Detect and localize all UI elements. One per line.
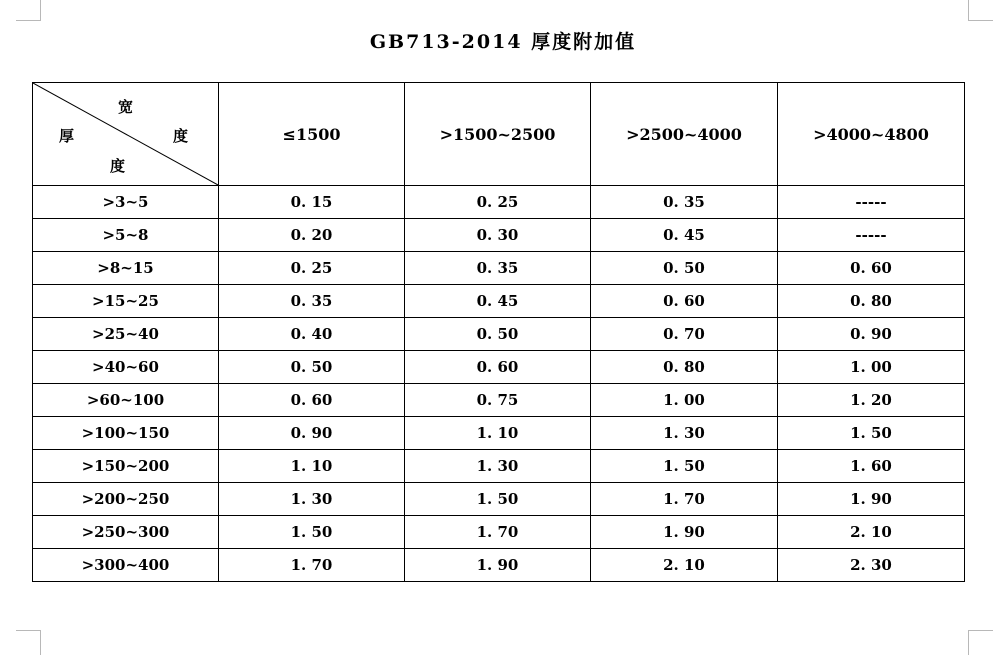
table-cell: 1. 90 [778, 483, 965, 516]
diagonal-header-cell [33, 83, 219, 186]
table-row [33, 252, 965, 285]
table-row [33, 450, 965, 483]
page-corner-mark-top-left [16, 0, 41, 21]
table-cell: 0. 60 [778, 252, 965, 285]
table-row [33, 186, 965, 219]
row-label: >250~300 [33, 516, 219, 549]
table-cell: 0. 35 [219, 285, 405, 318]
table-row [33, 351, 965, 384]
table-cell: 0. 75 [405, 384, 591, 417]
thickness-allowance-table [32, 82, 965, 582]
table-cell: 0. 45 [591, 219, 778, 252]
column-header: >2500~4000 [591, 83, 778, 186]
row-label: >300~400 [33, 549, 219, 582]
column-header: ≤1500 [219, 83, 405, 186]
table-cell: 1. 70 [405, 516, 591, 549]
row-label: >15~25 [33, 285, 219, 318]
row-label: >150~200 [33, 450, 219, 483]
table-row [33, 417, 965, 450]
row-label: >25~40 [33, 318, 219, 351]
table-row [33, 384, 965, 417]
page-corner-mark-bottom-right [968, 630, 993, 655]
table-cell: 1. 20 [778, 384, 965, 417]
table-cell: ----- [778, 186, 965, 219]
table-header-row [33, 83, 965, 186]
table-cell: 0. 25 [219, 252, 405, 285]
table-row [33, 549, 965, 582]
table-cell: 1. 70 [219, 549, 405, 582]
table-cell: 0. 60 [405, 351, 591, 384]
header-thickness-label-suffix: 度 [110, 157, 126, 175]
table-cell: 1. 30 [405, 450, 591, 483]
table-cell: 2. 10 [778, 516, 965, 549]
table-cell: 2. 10 [591, 549, 778, 582]
table-cell: 1. 10 [219, 450, 405, 483]
table-cell: 0. 90 [778, 318, 965, 351]
table-cell: 1. 90 [591, 516, 778, 549]
header-thickness-label: 厚 [59, 127, 75, 145]
table-cell: ----- [778, 219, 965, 252]
table-cell: 1. 30 [219, 483, 405, 516]
table-cell: 1. 30 [591, 417, 778, 450]
table-cell: 0. 50 [405, 318, 591, 351]
table-cell: 1. 00 [778, 351, 965, 384]
document-title: GB713-2014 厚度附加值 [369, 31, 637, 53]
table-cell: 1. 50 [405, 483, 591, 516]
row-label: >100~150 [33, 417, 219, 450]
column-header: >4000~4800 [778, 83, 965, 186]
table-cell: 0. 60 [591, 285, 778, 318]
table-cell: 0. 80 [778, 285, 965, 318]
table-row [33, 285, 965, 318]
table-cell: 0. 45 [405, 285, 591, 318]
row-label: >200~250 [33, 483, 219, 516]
table-cell: 0. 25 [405, 186, 591, 219]
page-corner-mark-top-right [968, 0, 993, 21]
header-width-label: 宽 [118, 98, 134, 116]
table-cell: 1. 90 [405, 549, 591, 582]
table-cell: 0. 90 [219, 417, 405, 450]
table-cell: 1. 50 [219, 516, 405, 549]
table-cell: 0. 60 [219, 384, 405, 417]
table-row [33, 483, 965, 516]
column-header: >1500~2500 [405, 83, 591, 186]
table-cell: 1. 10 [405, 417, 591, 450]
row-label: >40~60 [33, 351, 219, 384]
table-cell: 0. 50 [591, 252, 778, 285]
table-cell: 0. 15 [219, 186, 405, 219]
page-corner-mark-bottom-left [16, 630, 41, 655]
table-cell: 0. 40 [219, 318, 405, 351]
table-cell: 0. 70 [591, 318, 778, 351]
table-cell: 1. 50 [778, 417, 965, 450]
table-cell: 0. 20 [219, 219, 405, 252]
table-row [33, 516, 965, 549]
table-cell: 2. 30 [778, 549, 965, 582]
row-label: >5~8 [33, 219, 219, 252]
table-cell: 1. 70 [591, 483, 778, 516]
table-cell: 0. 35 [591, 186, 778, 219]
table-cell: 0. 30 [405, 219, 591, 252]
table-cell: 1. 60 [778, 450, 965, 483]
row-label: >8~15 [33, 252, 219, 285]
table-cell: 0. 50 [219, 351, 405, 384]
header-width-label-suffix: 度 [173, 127, 189, 145]
table-cell: 0. 80 [591, 351, 778, 384]
row-label: >3~5 [33, 186, 219, 219]
table-cell: 0. 35 [405, 252, 591, 285]
table-cell: 1. 00 [591, 384, 778, 417]
row-label: >60~100 [33, 384, 219, 417]
table-row [33, 318, 965, 351]
table-row [33, 219, 965, 252]
table-cell: 1. 50 [591, 450, 778, 483]
